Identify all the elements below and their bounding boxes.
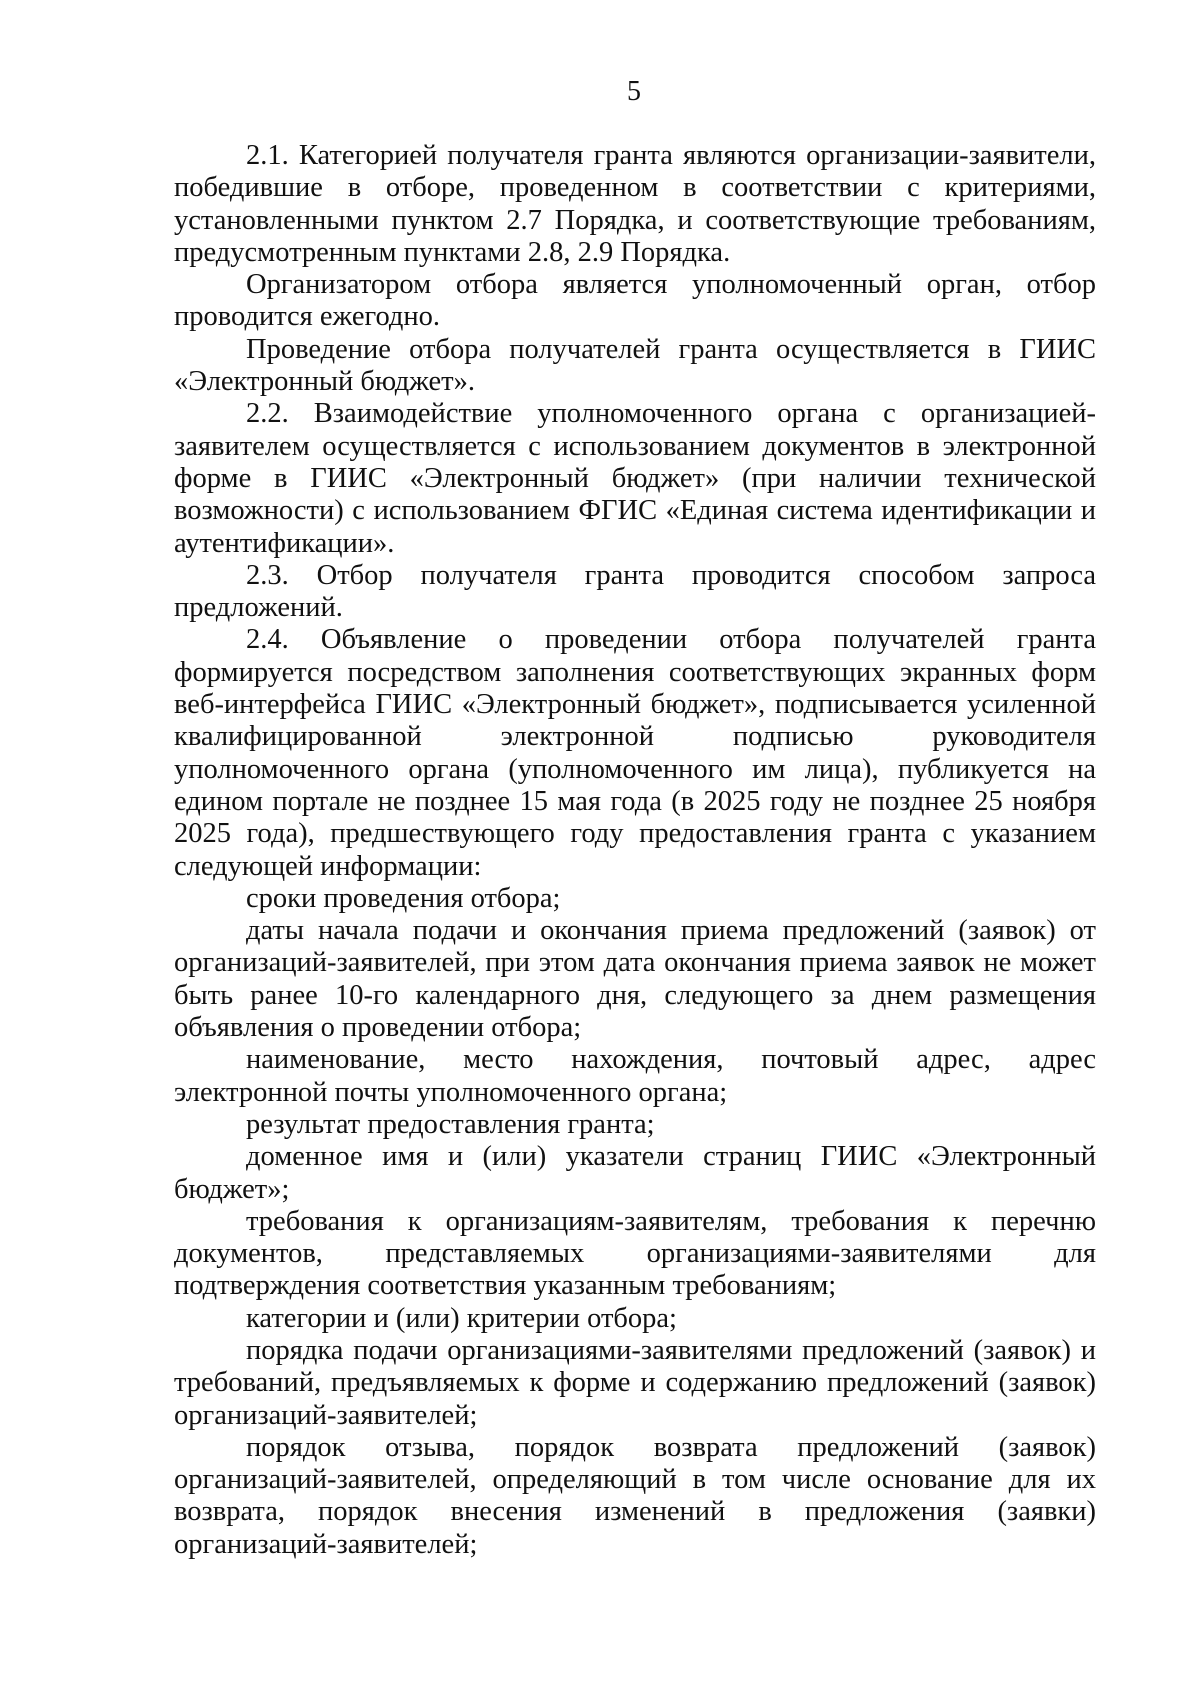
list-item-selection-dates: сроки проведения отбора; [246, 882, 561, 914]
paragraph-selection-conduct: Проведение отбора получателей гранта осуществляется в ГИИС «Электронный бюджет». [174, 333, 1096, 398]
paragraph-2-4-announcement: 2.4. Объявление о проведении отбора получателей гранта формируется посредством заполнения соответствующих экранных форм веб-интерфейса ГИИС «Электронный бюджет», подписывается усиленной квалифицированной электронной подписью руководителя уполномоченного органа (уполномоченного им лица), публикуется на едином портале не позднее 15 мая года (в 2025 году не позднее 25 ноября 2025 года), предшествующего году предоставления гранта с указанием следующей информации: [174, 624, 1096, 882]
list-item-applicant-requirements: требования к организациям-заявителям, требования к перечню документов, представляемых организациями-заявителями для подтверждения соответствия указанным требованиям; [174, 1205, 1096, 1302]
paragraph-2-1-grant-recipient-category: 2.1. Категорией получателя гранта являются организации-заявители, победившие в отборе, проведенном в соответствии с критериями, установленными пунктом 2.7 Порядка, и соответствующие требованиям, предусмотренным пунктами 2.8, 2.9 Порядка. [174, 140, 1096, 268]
list-item-grant-result: результат предоставления гранта; [246, 1108, 655, 1140]
page-number: 5 [627, 76, 641, 107]
paragraph-2-2-interaction: 2.2. Взаимодействие уполномоченного органа с организацией-заявителем осуществляется с использованием документов в электронной форме в ГИИС «Электронный бюджет» (при наличии технической возможности) с использованием ФГИС «Единая система идентификации и аутентификации». [174, 398, 1096, 559]
list-item-domain-name: доменное имя и (или) указатели страниц ГИИС «Электронный бюджет»; [174, 1141, 1096, 1205]
paragraph-selection-organizer: Организатором отбора является уполномоченный орган, отбор проводится ежегодно. [174, 269, 1096, 333]
list-item-organ-contacts: наименование, место нахождения, почтовый адрес, адрес электронной почты уполномоченного органа; [174, 1044, 1096, 1108]
paragraph-2-3-selection-method: 2.3. Отбор получателя гранта проводится способом запроса предложений. [174, 559, 1096, 624]
document-body [174, 140, 1096, 1561]
list-item-submission-procedure: порядка подачи организациями-заявителями предложений (заявок) и требований, предъявляемых к форме и содержанию предложений (заявок) организаций-заявителей; [174, 1334, 1096, 1431]
list-item-submission-dates: даты начала подачи и окончания приема предложений (заявок) от организаций-заявителей, при этом дата окончания приема заявок не может быть ранее 10-го календарного дня, следующего за днем размещения объявления о проведении отбора; [174, 915, 1096, 1044]
list-item-withdrawal-procedure: порядок отзыва, порядок возврата предложений (заявок) организаций-заявителей, определяющий в том числе основание для их возврата, порядок внесения изменений в предложения (заявки) организаций-заявителей; [174, 1431, 1096, 1560]
list-item-selection-criteria: категории и (или) критерии отбора; [246, 1302, 677, 1334]
